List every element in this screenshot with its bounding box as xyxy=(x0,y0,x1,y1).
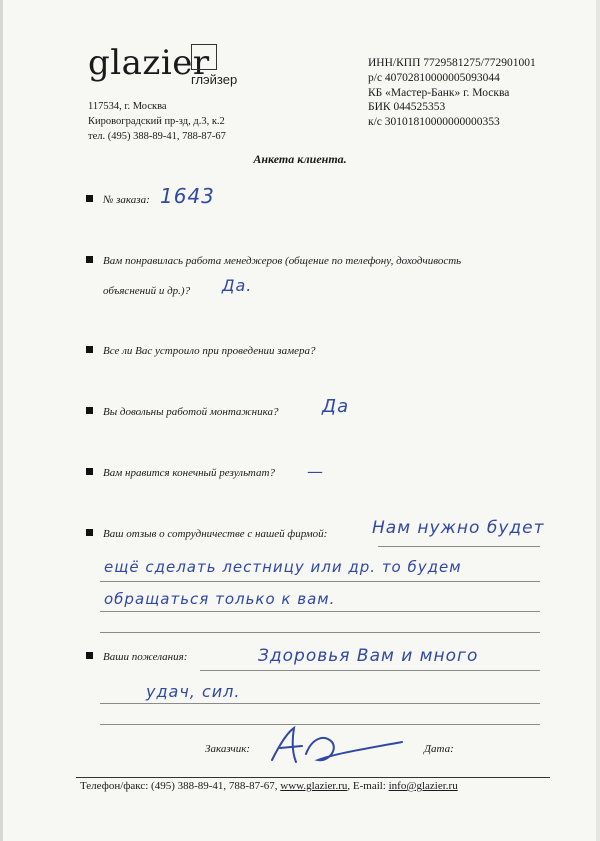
answer-wishes-line1: Здоровья Вам и много xyxy=(258,646,479,666)
answer-wishes-line2: удач, сил. xyxy=(146,682,241,701)
question-measurement xyxy=(86,342,316,360)
company-address xyxy=(88,99,226,144)
answer-managers: Да. xyxy=(222,276,253,295)
page-edge xyxy=(0,0,3,841)
footer-email-link[interactable]: info@glazier.ru xyxy=(388,780,458,792)
answer-line xyxy=(100,611,540,612)
bullet-icon xyxy=(86,407,93,414)
bank-details xyxy=(368,56,536,130)
question-label: Ваш отзыв о сотрудничестве с нашей фирмой: xyxy=(103,528,328,540)
answer-installer: Да xyxy=(322,396,350,417)
bullet-icon xyxy=(86,346,93,353)
footer-phones: Телефон/факс: (495) 388-89-41, 788-87-67, xyxy=(80,780,278,792)
logo-subtitle: глэйзер xyxy=(191,72,238,87)
bullet-icon xyxy=(86,468,93,475)
question-installer xyxy=(86,403,279,421)
address-line: 117534, г. Москва xyxy=(88,101,167,112)
question-label: Вы довольны работой монтажника? xyxy=(103,406,279,418)
bullet-icon xyxy=(86,195,93,202)
company-logo xyxy=(88,43,238,94)
footer-divider xyxy=(76,777,550,778)
question-wishes xyxy=(86,648,187,666)
answer-feedback-line3: обращаться только к вам. xyxy=(104,590,336,608)
address-phone: тел. (495) 388-89-41, 788-87-67 xyxy=(88,131,226,142)
question-label: Вам нравится конечный результат? xyxy=(103,467,275,479)
answer-line xyxy=(100,703,540,704)
question-result xyxy=(86,464,275,482)
answer-feedback-line2: ещё сделать лестницу или др. то будем xyxy=(104,558,462,576)
inn-kpp: ИНН/КПП 7729581275/772901001 xyxy=(368,57,536,69)
logo-square-icon xyxy=(191,44,217,70)
question-label: Ваши пожелания: xyxy=(103,651,188,663)
question-label: Вам понравилась работа менеджеров (общение по телефону, доходчивость xyxy=(103,255,462,267)
footer-email-label: , E-mail: xyxy=(347,780,386,792)
answer-result: — xyxy=(307,462,324,481)
question-label: Все ли Вас устроило при проведении замера? xyxy=(103,345,316,357)
question-order-number xyxy=(86,191,150,209)
question-managers xyxy=(86,252,461,270)
question-label: № заказа: xyxy=(103,194,150,206)
bank-name: КБ «Мастер-Банк» г. Москва xyxy=(368,86,510,99)
bullet-icon xyxy=(86,652,93,659)
bullet-icon xyxy=(86,256,93,263)
address-line: Кировоградский пр-зд, д.3, к.2 xyxy=(88,116,225,127)
form-title: Анкета клиента. xyxy=(253,152,347,166)
answer-feedback-line1: Нам нужно будет xyxy=(372,518,545,538)
answer-line xyxy=(378,546,540,547)
customer-label: Заказчик: xyxy=(205,743,251,755)
correspondent-account: к/с 30101810000000000353 xyxy=(368,116,500,129)
question-managers-cont: объяснений и др.)? xyxy=(103,285,191,297)
answer-line xyxy=(200,670,540,671)
answer-order-number: 1643 xyxy=(160,184,215,208)
bullet-icon xyxy=(86,529,93,536)
page-edge xyxy=(596,0,600,841)
answer-line xyxy=(100,581,540,582)
footer-website-link[interactable]: www.glazier.ru xyxy=(280,780,348,792)
logo-word: glazier xyxy=(88,43,210,83)
question-feedback xyxy=(86,525,327,543)
date-label: Дата: xyxy=(424,743,454,755)
account-number: р/с 40702810000005093044 xyxy=(368,71,500,84)
customer-signature xyxy=(262,724,412,770)
bik: БИК 044525353 xyxy=(368,101,446,114)
footer-contacts xyxy=(80,780,458,792)
answer-line xyxy=(100,632,540,633)
